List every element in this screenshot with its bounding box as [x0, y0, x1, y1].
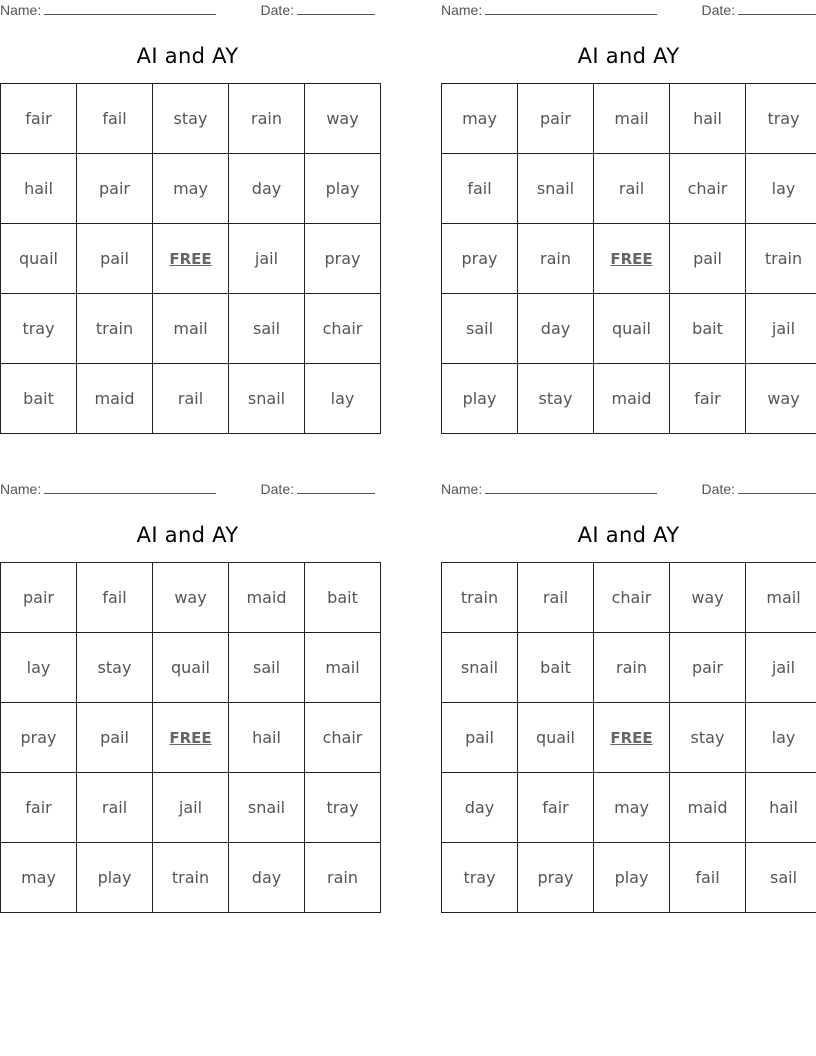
word-cell: chair — [670, 154, 746, 224]
word-cell: maid — [670, 773, 746, 843]
bingo-card — [0, 479, 375, 887]
word-cell: play — [305, 154, 381, 224]
grid-row — [1, 633, 381, 703]
grid-row — [442, 633, 816, 703]
word-cell: bait — [305, 563, 381, 633]
word-cell: mail — [153, 294, 229, 364]
word-cell: lay — [746, 703, 816, 773]
word-cell: way — [305, 84, 381, 154]
word-cell: tray — [442, 843, 518, 913]
card-header — [441, 479, 816, 501]
word-cell: stay — [153, 84, 229, 154]
word-cell: pray — [442, 224, 518, 294]
word-cell: jail — [746, 294, 816, 364]
name-label: Name: — [441, 481, 483, 497]
word-cell: rail — [153, 364, 229, 434]
word-cell: day — [229, 843, 305, 913]
bingo-card — [441, 479, 816, 887]
date-field — [261, 2, 375, 18]
word-cell: day — [518, 294, 594, 364]
word-cell: play — [442, 364, 518, 434]
grid-row — [1, 84, 381, 154]
word-cell: quail — [1, 224, 77, 294]
date-blank-line — [738, 481, 816, 494]
bingo-card — [0, 0, 375, 408]
bingo-grid — [441, 83, 816, 434]
grid-row — [1, 224, 381, 294]
word-cell: rain — [229, 84, 305, 154]
word-cell: pray — [518, 843, 594, 913]
word-cell: pair — [670, 633, 746, 703]
word-cell: tray — [305, 773, 381, 843]
word-cell: hail — [1, 154, 77, 224]
word-cell: mail — [305, 633, 381, 703]
word-cell: fair — [670, 364, 746, 434]
word-cell: snail — [442, 633, 518, 703]
word-cell: rain — [518, 224, 594, 294]
name-field — [441, 481, 657, 497]
word-cell: hail — [229, 703, 305, 773]
name-label: Name: — [441, 2, 483, 18]
grid-row — [442, 843, 816, 913]
free-space-cell: FREE — [153, 224, 229, 294]
word-cell: maid — [77, 364, 153, 434]
word-cell: snail — [229, 364, 305, 434]
grid-row — [442, 294, 816, 364]
word-cell: lay — [305, 364, 381, 434]
date-label: Date: — [701, 2, 735, 18]
word-cell: pail — [442, 703, 518, 773]
word-cell: maid — [594, 364, 670, 434]
grid-row — [442, 364, 816, 434]
word-cell: may — [1, 843, 77, 913]
grid-row — [1, 843, 381, 913]
word-cell: play — [594, 843, 670, 913]
word-cell: rail — [594, 154, 670, 224]
word-cell: stay — [77, 633, 153, 703]
word-cell: snail — [518, 154, 594, 224]
name-label: Name: — [0, 2, 42, 18]
grid-row — [1, 294, 381, 364]
card-title: AI and AY — [136, 44, 239, 68]
word-cell: may — [442, 84, 518, 154]
word-cell: fail — [77, 84, 153, 154]
bingo-grid — [0, 562, 381, 913]
word-cell: fail — [442, 154, 518, 224]
word-cell: day — [229, 154, 305, 224]
word-cell: sail — [229, 294, 305, 364]
name-field — [0, 2, 216, 18]
word-cell: fail — [670, 843, 746, 913]
word-cell: pair — [1, 563, 77, 633]
word-cell: way — [153, 563, 229, 633]
word-cell: fair — [1, 84, 77, 154]
word-cell: sail — [442, 294, 518, 364]
word-cell: play — [77, 843, 153, 913]
word-cell: pray — [1, 703, 77, 773]
word-cell: way — [746, 364, 816, 434]
word-cell: chair — [594, 563, 670, 633]
grid-row — [442, 563, 816, 633]
bingo-card — [441, 0, 816, 408]
name-blank-line — [44, 481, 216, 494]
word-cell: lay — [1, 633, 77, 703]
date-label: Date: — [260, 2, 294, 18]
word-cell: pair — [518, 84, 594, 154]
word-cell: hail — [670, 84, 746, 154]
word-cell: pail — [670, 224, 746, 294]
card-header — [0, 479, 375, 501]
grid-row — [1, 773, 381, 843]
date-blank-line — [738, 2, 816, 15]
word-cell: quail — [518, 703, 594, 773]
grid-row — [442, 154, 816, 224]
date-field — [702, 481, 816, 497]
grid-row — [442, 703, 816, 773]
grid-row — [1, 563, 381, 633]
grid-row — [1, 703, 381, 773]
word-cell: jail — [746, 633, 816, 703]
word-cell: bait — [1, 364, 77, 434]
card-header — [0, 0, 375, 22]
word-cell: way — [670, 563, 746, 633]
word-cell: fair — [518, 773, 594, 843]
bingo-grid — [0, 83, 381, 434]
word-cell: rail — [77, 773, 153, 843]
name-field — [441, 2, 657, 18]
word-cell: lay — [746, 154, 816, 224]
name-blank-line — [44, 2, 216, 15]
card-title: AI and AY — [577, 523, 680, 547]
word-cell: rain — [305, 843, 381, 913]
date-label: Date: — [260, 481, 294, 497]
grid-row — [442, 84, 816, 154]
word-cell: bait — [670, 294, 746, 364]
word-cell: tray — [1, 294, 77, 364]
name-field — [0, 481, 216, 497]
bingo-grid — [441, 562, 816, 913]
grid-row — [1, 364, 381, 434]
word-cell: train — [153, 843, 229, 913]
date-field — [702, 2, 816, 18]
word-cell: day — [442, 773, 518, 843]
word-cell: stay — [670, 703, 746, 773]
name-label: Name: — [0, 481, 42, 497]
word-cell: hail — [746, 773, 816, 843]
word-cell: may — [594, 773, 670, 843]
word-cell: mail — [746, 563, 816, 633]
word-cell: jail — [229, 224, 305, 294]
word-cell: maid — [229, 563, 305, 633]
word-cell: pair — [77, 154, 153, 224]
card-header — [441, 0, 816, 22]
name-blank-line — [485, 481, 657, 494]
word-cell: rail — [518, 563, 594, 633]
word-cell: rain — [594, 633, 670, 703]
free-space-cell: FREE — [594, 224, 670, 294]
word-cell: quail — [153, 633, 229, 703]
free-space-cell: FREE — [594, 703, 670, 773]
card-title: AI and AY — [136, 523, 239, 547]
word-cell: chair — [305, 703, 381, 773]
word-cell: train — [442, 563, 518, 633]
date-label: Date: — [701, 481, 735, 497]
word-cell: may — [153, 154, 229, 224]
word-cell: fail — [77, 563, 153, 633]
word-cell: quail — [594, 294, 670, 364]
word-cell: chair — [305, 294, 381, 364]
date-blank-line — [297, 2, 375, 15]
word-cell: pray — [305, 224, 381, 294]
word-cell: train — [77, 294, 153, 364]
grid-row — [442, 773, 816, 843]
word-cell: fair — [1, 773, 77, 843]
grid-row — [1, 154, 381, 224]
word-cell: jail — [153, 773, 229, 843]
free-space-cell: FREE — [153, 703, 229, 773]
word-cell: pail — [77, 703, 153, 773]
word-cell: train — [746, 224, 816, 294]
word-cell: sail — [746, 843, 816, 913]
word-cell: bait — [518, 633, 594, 703]
word-cell: stay — [518, 364, 594, 434]
word-cell: mail — [594, 84, 670, 154]
word-cell: pail — [77, 224, 153, 294]
card-title: AI and AY — [577, 44, 680, 68]
date-field — [261, 481, 375, 497]
name-blank-line — [485, 2, 657, 15]
date-blank-line — [297, 481, 375, 494]
word-cell: sail — [229, 633, 305, 703]
word-cell: snail — [229, 773, 305, 843]
word-cell: tray — [746, 84, 816, 154]
grid-row — [442, 224, 816, 294]
